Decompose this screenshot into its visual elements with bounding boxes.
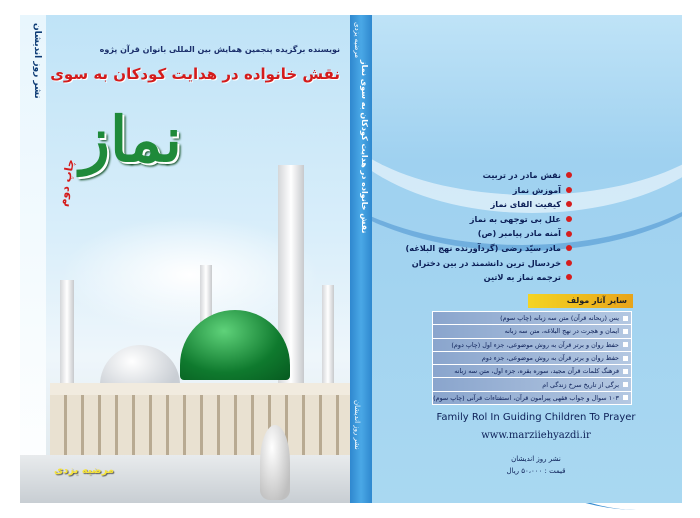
square-bullet-icon [623, 382, 628, 387]
bullet-icon [566, 274, 572, 280]
author-subtitle: نویسنده برگزیده پنجمین همایش بین المللی بانوان قرآن پژوه [99, 45, 340, 54]
list-item: فرهنگ کلمات قرآن مجید، سوره بقره، جزء اول، متن سه زبانه [432, 365, 632, 378]
square-bullet-icon [623, 329, 628, 334]
list-item: نقش مادر در تربیت [405, 168, 572, 183]
list-item: یس (ریحانه قرآن) متن سه زبانه (چاپ سوم) [432, 311, 632, 325]
mosque-plaza [20, 455, 350, 503]
list-item: آمنه مادر پیامبر (ص) [405, 226, 572, 241]
spine-publisher: نشر روز اندیشان [353, 400, 361, 450]
minaret-left [60, 280, 74, 400]
statue-figure [260, 425, 290, 500]
spine-title: نقش خانواده در هدایت کودکان به سوی نماز [360, 60, 369, 234]
bullet-icon [566, 231, 572, 237]
list-item: ۱۰۳ سوال و جواب فقهی پیرامون قرآن، استفتاءات قرآنی (چاپ سوم) [432, 392, 632, 405]
minaret-right-small [322, 285, 334, 395]
list-item: حفظ روان و برتر قرآن به روش موضوعی، جزء اول (چاپ دوم) [432, 339, 632, 352]
list-item: برگی از تاریخ سرخ زندگی ام [432, 378, 632, 391]
list-item: خردسال ترین دانشمند در بین دختران [405, 256, 572, 271]
bullet-icon [566, 245, 572, 251]
list-item: کیفیت القای نماز [405, 197, 572, 212]
english-title: Family Rol In Guiding Children To Prayer [436, 412, 636, 423]
table-of-contents [405, 168, 572, 285]
front-author-name: مرضیه یزدی [54, 465, 114, 476]
list-item: ایمان و هجرت در نهج البلاغه، متن سه زبانه [432, 325, 632, 338]
list-item: آموزش نماز [405, 183, 572, 198]
square-bullet-icon [623, 342, 628, 347]
bullet-icon [566, 172, 572, 178]
square-bullet-icon [623, 316, 628, 321]
list-item: ترجمه نماز به لاتین [405, 270, 572, 285]
bullet-icon [566, 201, 572, 207]
list-item: مادر سیّد رضی (گردآورنده نهج البلاغه) [405, 241, 572, 256]
back-publisher: نشر روز اندیشان [511, 455, 561, 463]
front-cover [20, 15, 350, 503]
edition-badge: چاپ دوم [56, 158, 78, 208]
book-title-calligraphy: نماز [80, 103, 182, 176]
list-item: حفظ روان و برتر قرآن به روش موضوعی، جزء دوم [432, 352, 632, 365]
other-works-header: سایر آثار مولف [528, 294, 633, 308]
spine-author: مرضیه یزدی [353, 22, 361, 59]
bullet-icon [566, 260, 572, 266]
bullet-icon [566, 187, 572, 193]
publisher-vertical-label: نشر روز اندیشان [32, 23, 42, 99]
square-bullet-icon [623, 395, 628, 400]
book-title: نقش خانواده در هدایت کودکان به سوی [50, 65, 340, 83]
mosque-arcade [50, 395, 350, 455]
price-label: قیمت : ۵۰،۰۰۰ ریال [506, 467, 566, 475]
website-url: www.marziiehyazdi.ir [481, 430, 591, 441]
square-bullet-icon [623, 356, 628, 361]
list-item: علل بی توجهی به نماز [405, 212, 572, 227]
bullet-icon [566, 216, 572, 222]
other-works-list [432, 311, 632, 405]
square-bullet-icon [623, 369, 628, 374]
